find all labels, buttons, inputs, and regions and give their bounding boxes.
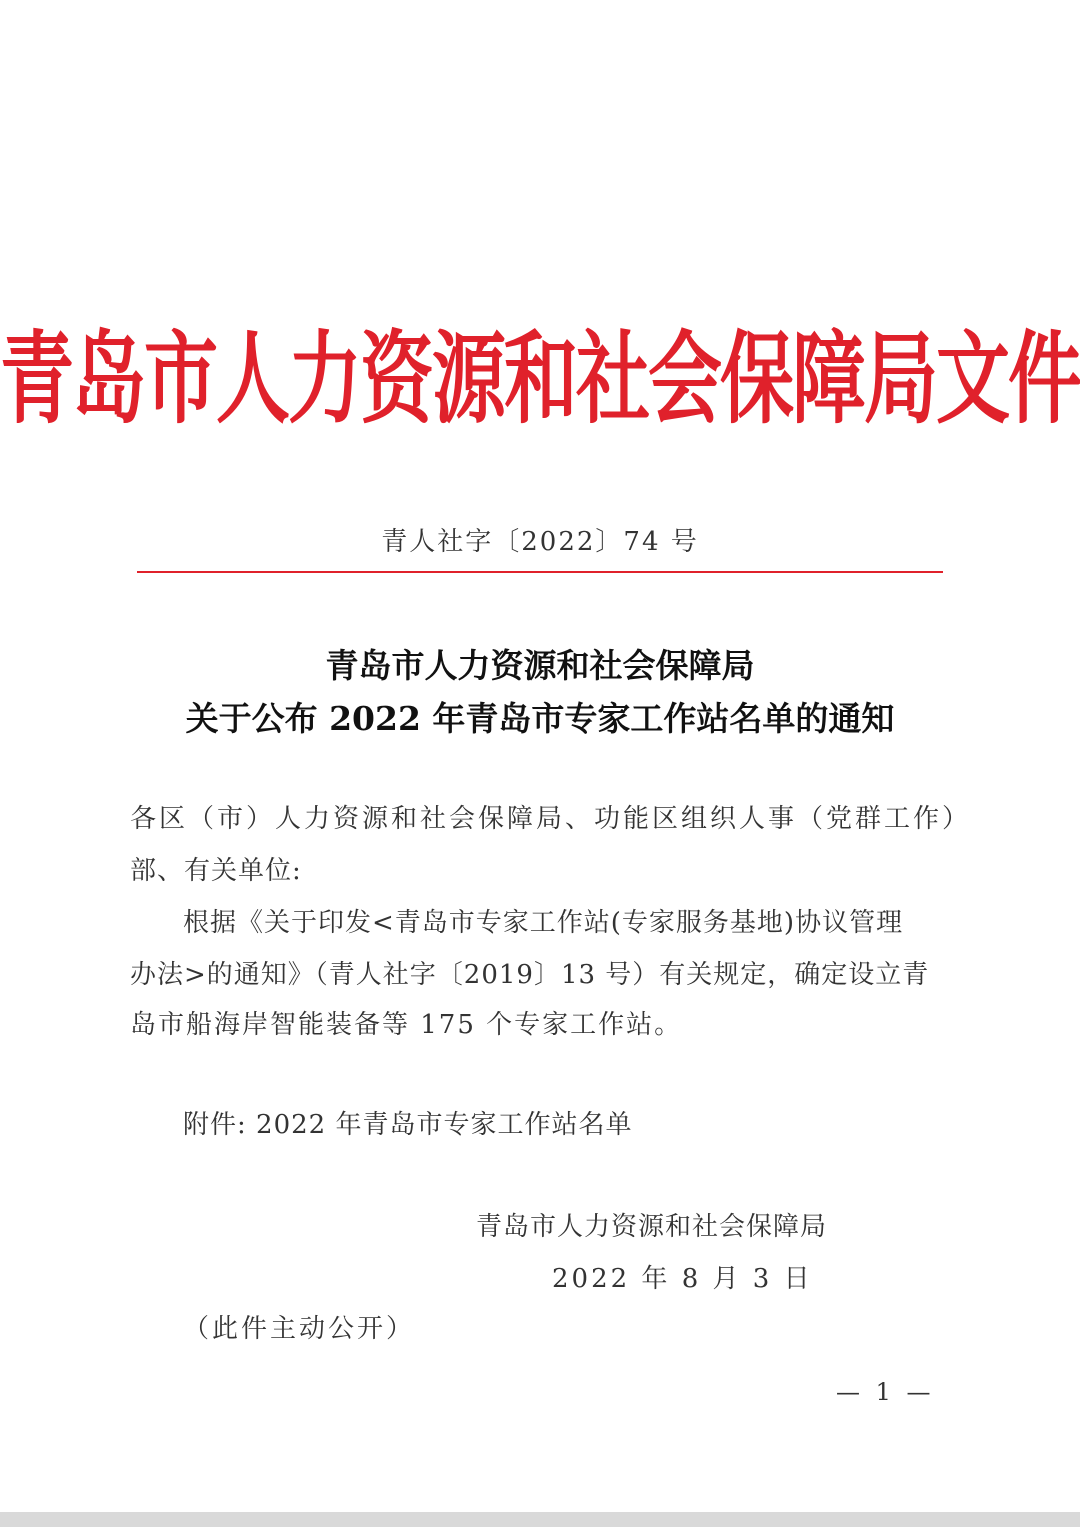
greeting-line-2: 部、有关单位: (130, 856, 302, 886)
page-number: — 1 — (836, 1378, 935, 1406)
body-paragraph-line-3: 岛市船海岸智能装备等 175 个专家工作站。 (130, 1010, 683, 1040)
greeting-line-1: 各区（市）人力资源和社会保障局、功能区组织人事（党群工作） (130, 804, 972, 834)
notice-title-line-2: 关于公布 2022 年青岛市专家工作站名单的通知 (185, 699, 895, 738)
red-divider (137, 571, 943, 573)
signature-date: 2022 年 8 月 3 日 (552, 1264, 813, 1294)
public-disclosure-note: （此件主动公开） (183, 1314, 416, 1344)
body-paragraph-line-2: 办法>的通知》（青人社字〔2019〕13 号）有关规定，确定设立青 (130, 960, 930, 990)
doc-number: 青人社字〔2022〕74 号 (381, 527, 699, 557)
header-title: 青岛市人力资源和社会保障局文件 (0, 321, 1080, 438)
bottom-scan-edge (0, 1512, 1080, 1527)
body-paragraph-line-1: 根据《关于印发<青岛市专家工作站(专家服务基地)协议管理 (183, 908, 904, 938)
attachment-note: 附件: 2022 年青岛市专家工作站名单 (183, 1110, 633, 1140)
signature-organization: 青岛市人力资源和社会保障局 (476, 1212, 828, 1242)
notice-title-line-1: 青岛市人力资源和社会保障局 (325, 646, 755, 685)
